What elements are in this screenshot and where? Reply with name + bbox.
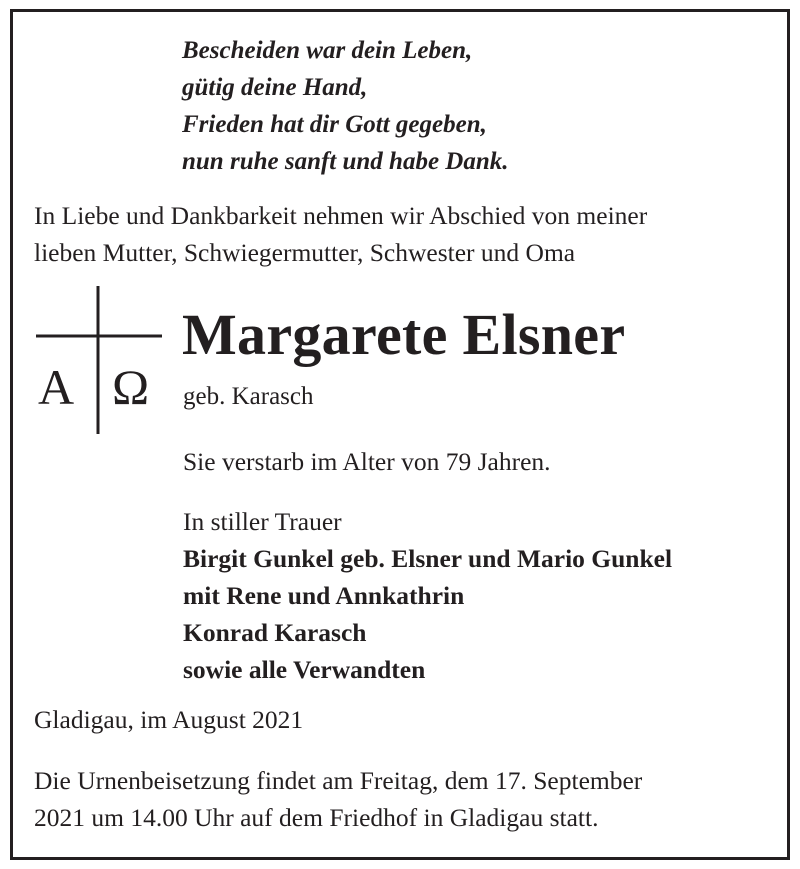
poem-line: Frieden hat dir Gott gegeben, <box>182 111 487 138</box>
intro-line: In Liebe und Dankbarkeit nehmen wir Abschied von meiner <box>34 201 648 230</box>
alpha-glyph: A <box>38 359 75 415</box>
mourner-name: Konrad Karasch <box>183 618 367 647</box>
intro-text <box>34 197 647 271</box>
maiden-name: geb. Karasch <box>183 383 314 410</box>
burial-notice <box>34 762 642 836</box>
deceased-name: Margarete Elsner <box>182 302 626 367</box>
mourner-name: sowie alle Verwandten <box>183 655 426 684</box>
poem <box>182 32 509 180</box>
poem-line: gütig deine Hand, <box>182 74 368 101</box>
mourners-block <box>183 503 672 688</box>
mourner-name: mit Rene und Annkathrin <box>183 581 465 610</box>
burial-line: Die Urnenbeisetzung findet am Freitag, dem 17. September <box>34 766 643 795</box>
poem-line: Bescheiden war dein Leben, <box>182 37 473 64</box>
intro-line: lieben Mutter, Schwiegermutter, Schwester und Oma <box>34 238 576 267</box>
place-date: Gladigau, im August 2021 <box>34 705 304 734</box>
age-statement: Sie verstarb im Alter von 79 Jahren. <box>183 447 551 476</box>
poem-line: nun ruhe sanft und habe Dank. <box>182 148 509 175</box>
mourner-name: Birgit Gunkel geb. Elsner und Mario Gunkel <box>183 544 673 573</box>
cross-alpha-omega-icon <box>32 286 166 436</box>
omega-glyph: Ω <box>112 359 150 415</box>
burial-line: 2021 um 14.00 Uhr auf dem Friedhof in Gladigau statt. <box>34 803 599 832</box>
mourners-heading: In stiller Trauer <box>183 507 342 536</box>
